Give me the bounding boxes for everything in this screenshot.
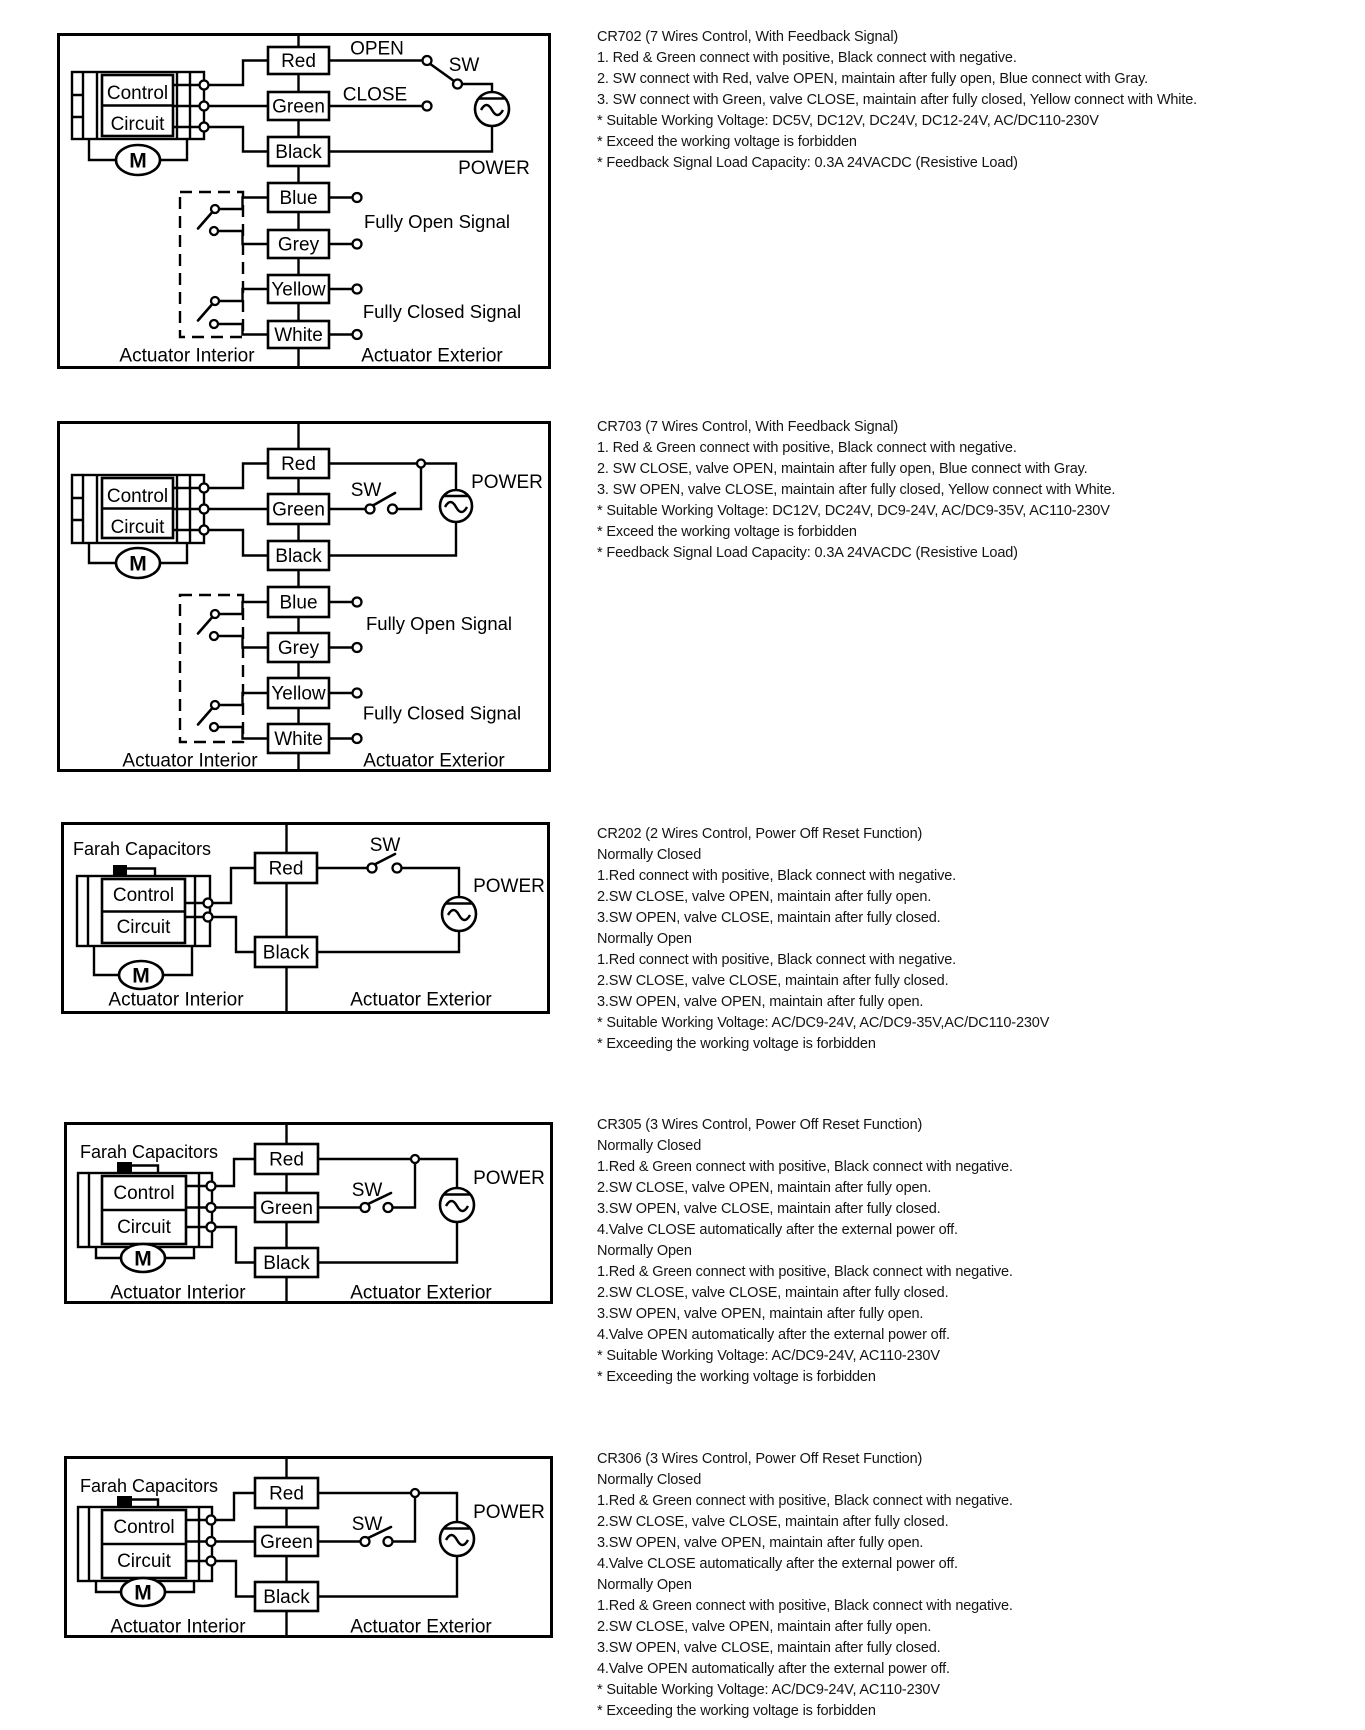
spec-line: Normally Closed (597, 1138, 702, 1154)
control-label: Control (113, 1517, 175, 1538)
control-circuit-block (78, 1173, 216, 1247)
wire-label-red: Red (269, 1149, 304, 1171)
power-source-icon (440, 1188, 474, 1222)
control-circuit-block (72, 72, 209, 139)
power-label: POWER (458, 158, 530, 179)
actuator-interior-label: Actuator Interior (108, 989, 244, 1011)
wire-label-yellow: Yellow (271, 279, 326, 301)
terminal-node (207, 1516, 216, 1525)
wire-label-black: Black (275, 546, 322, 567)
spec-line: 1.Red & Green connect with positive, Black connect with negative. (597, 1264, 1013, 1280)
spec-cr702 (597, 27, 1362, 174)
spec-line: 2.SW CLOSE, valve OPEN, maintain after fully open. (597, 1180, 932, 1196)
fully-open-signal-label: Fully Open Signal (363, 211, 511, 232)
junction-node (411, 1155, 419, 1163)
spec-line: Normally Closed (597, 1472, 702, 1488)
wire-label-white: White (274, 325, 323, 346)
cr703-wiring-diagram (57, 421, 551, 772)
spec-line: 2.SW CLOSE, valve CLOSE, maintain after fully closed. (597, 973, 949, 989)
power-label: POWER (473, 876, 545, 897)
spec-line: 3. SW connect with Green, valve CLOSE, maintain after fully closed, Yellow connect with White. (597, 92, 1198, 108)
fully-closed-signal-label: Fully Closed Signal (362, 702, 522, 724)
spec-line: 4.Valve CLOSE automatically after the external power off. (597, 1556, 958, 1572)
spec-line: 1.Red & Green connect with positive, Black connect with negative. (597, 1159, 1013, 1175)
fully-open-signal-label: Fully Open Signal (365, 613, 513, 634)
junction-node (411, 1489, 419, 1497)
circuit-label: Circuit (116, 917, 171, 938)
spec-line: 4.Valve OPEN automatically after the external power off. (597, 1661, 950, 1677)
spec-line: 3.SW OPEN, valve OPEN, maintain after fully open. (597, 1306, 924, 1322)
spec-line: * Feedback Signal Load Capacity: 0.3A 24VACDC (Resistive Load) (597, 545, 1018, 561)
control-circuit-block (72, 475, 209, 543)
wire-label-boxes (255, 1144, 318, 1277)
spec-line: 4.Valve CLOSE automatically after the external power off. (597, 1222, 958, 1238)
limit-switches (180, 192, 362, 339)
spec-line: * Suitable Working Voltage: AC/DC9-24V, AC110-230V (597, 1682, 940, 1698)
spec-line: * Suitable Working Voltage: AC/DC9-24V, AC/DC9-35V,AC/DC110-230V (597, 1015, 1050, 1031)
spec-line: 3.SW OPEN, valve OPEN, maintain after fully open. (597, 1535, 924, 1551)
control-circuit-block (77, 876, 213, 946)
spec-line: * Feedback Signal Load Capacity: 0.3A 24VACDC (Resistive Load) (597, 155, 1018, 171)
spec-line: Normally Open (597, 931, 692, 947)
farah-capacitors-label: Farah Capacitors (80, 1142, 219, 1162)
wiring-lines (216, 1493, 458, 1597)
signal-terminal-node (353, 285, 362, 294)
limit-switch-icon (198, 213, 212, 229)
manual-switch-icon (368, 854, 402, 873)
signal-terminal-node (353, 193, 362, 202)
spec-line: * Exceed the working voltage is forbidden (597, 134, 857, 150)
sw-label: SW (351, 1180, 383, 1201)
circuit-label: Circuit (110, 517, 165, 538)
cr702-wiring-diagram (57, 33, 551, 369)
terminal-node (200, 102, 209, 111)
actuator-interior-label: Actuator Interior (122, 750, 258, 772)
terminal-node (200, 526, 209, 535)
spec-line: Normally Open (597, 1577, 692, 1593)
spec-line: 2.SW CLOSE, valve OPEN, maintain after fully open. (597, 1619, 932, 1635)
actuator-exterior-label: Actuator Exterior (350, 1282, 492, 1304)
spec-line: 3.SW OPEN, valve CLOSE, maintain after fully closed. (597, 1201, 941, 1217)
motor-label: M (129, 149, 147, 173)
motor-icon (89, 139, 187, 175)
actuator-interior-label: Actuator Interior (119, 345, 255, 367)
wire-label-black: Black (275, 142, 322, 163)
spec-line: 4.Valve OPEN automatically after the external power off. (597, 1327, 950, 1343)
wire-label-yellow: Yellow (271, 683, 326, 705)
motor-icon (89, 543, 187, 578)
circuit-label: Circuit (117, 1551, 171, 1572)
terminal-node (204, 899, 213, 908)
wiring-lines (213, 868, 460, 952)
spec-line: 2.SW CLOSE, valve CLOSE, maintain after fully closed. (597, 1285, 949, 1301)
signal-terminal-node (353, 643, 362, 652)
signal-terminal-node (353, 598, 362, 607)
wire-label-black: Black (262, 942, 310, 964)
wire-label-red: Red (281, 51, 316, 72)
spec-cr202 (597, 824, 1362, 1055)
terminal-node (200, 81, 209, 90)
close-label: CLOSE (342, 84, 408, 106)
motor-icon (94, 946, 192, 989)
actuator-interior-label: Actuator Interior (110, 1616, 246, 1638)
spec-line: 2.SW CLOSE, valve OPEN, maintain after fully open. (597, 889, 932, 905)
signal-terminal-node (353, 240, 362, 249)
power-source-icon (442, 897, 476, 931)
terminal-node (204, 913, 213, 922)
spec-line: 2. SW CLOSE, valve OPEN, maintain after fully open, Blue connect with Gray. (597, 461, 1088, 477)
wire-label-blue: Blue (279, 592, 318, 614)
motor-label: M (132, 964, 150, 988)
spec-line: 3.SW OPEN, valve OPEN, maintain after fully open. (597, 994, 924, 1010)
terminal-node (207, 1182, 216, 1191)
spec-line: * Exceeding the working voltage is forbidden (597, 1369, 876, 1385)
farah-capacitors-label: Farah Capacitors (80, 1476, 219, 1496)
spec-cr703 (597, 417, 1362, 564)
spec-line: 1. Red & Green connect with positive, Black connect with negative. (597, 50, 1017, 66)
terminal-node (207, 1223, 216, 1232)
spec-line: 2. SW connect with Red, valve OPEN, maintain after fully open, Blue connect with Gray. (597, 71, 1148, 87)
motor-label: M (134, 1581, 152, 1605)
actuator-exterior-label: Actuator Exterior (361, 345, 503, 367)
fully-closed-signal-label: Fully Closed Signal (362, 301, 522, 322)
spec-title: CR306 (3 Wires Control, Power Off Reset Function) (597, 1451, 923, 1467)
wire-label-black: Black (263, 1253, 310, 1274)
wire-label-boxes (255, 1478, 318, 1611)
wire-label-boxes (268, 449, 329, 753)
motor-label: M (129, 552, 147, 576)
spec-line: 1.Red connect with positive, Black connect with negative. (597, 952, 956, 968)
cr305-wiring-diagram (64, 1122, 553, 1304)
limit-switch-icon (198, 618, 212, 634)
sw-label: SW (351, 1514, 383, 1535)
power-label: POWER (473, 1502, 545, 1523)
terminal-node (207, 1203, 216, 1212)
control-label: Control (106, 83, 169, 104)
spec-line: 3. SW OPEN, valve CLOSE, maintain after fully closed, Yellow connect with White. (597, 482, 1116, 498)
spec-line: 1. Red & Green connect with positive, Black connect with negative. (597, 440, 1017, 456)
wire-label-blue: Blue (279, 188, 318, 209)
spec-line: 1.Red connect with positive, Black connect with negative. (597, 868, 956, 884)
power-source-icon (475, 92, 509, 126)
terminal-node (207, 1557, 216, 1566)
spec-line: 2.SW CLOSE, valve CLOSE, maintain after fully closed. (597, 1514, 949, 1530)
sw-label: SW (350, 480, 382, 501)
motor-label: M (134, 1247, 152, 1271)
cr306-wiring-diagram (64, 1456, 553, 1638)
spec-cr305 (597, 1115, 1362, 1388)
diagram-labels (122, 472, 542, 772)
spec-line: * Exceeding the working voltage is forbidden (597, 1036, 876, 1052)
signal-terminal-node (353, 330, 362, 339)
wire-label-boxes (268, 47, 329, 348)
sw-label: SW (448, 55, 480, 76)
spec-line: * Suitable Working Voltage: AC/DC9-24V, AC110-230V (597, 1348, 940, 1364)
power-label: POWER (473, 1168, 545, 1189)
spec-line: Normally Closed (597, 847, 702, 863)
circuit-label: Circuit (117, 1217, 171, 1238)
spec-title: CR305 (3 Wires Control, Power Off Reset Function) (597, 1117, 923, 1133)
spec-title: CR702 (7 Wires Control, With Feedback Signal) (597, 29, 899, 45)
actuator-interior-label: Actuator Interior (110, 1282, 246, 1304)
power-label: POWER (471, 472, 543, 493)
open-label: OPEN (350, 38, 404, 60)
wire-label-white: White (274, 729, 323, 750)
spec-line: Normally Open (597, 1243, 692, 1259)
circuit-label: Circuit (110, 114, 165, 135)
wire-label-green: Green (260, 1198, 313, 1219)
actuator-exterior-label: Actuator Exterior (350, 989, 492, 1011)
wire-label-green: Green (272, 499, 325, 521)
spec-line: * Suitable Working Voltage: DC5V, DC12V, DC24V, DC12-24V, AC/DC110-230V (597, 113, 1099, 129)
wire-label-green: Green (260, 1532, 313, 1553)
signal-terminal-node (353, 734, 362, 743)
junction-node (417, 460, 425, 468)
wire-label-grey: Grey (277, 638, 320, 659)
control-circuit-block (78, 1507, 216, 1581)
actuator-exterior-label: Actuator Exterior (350, 1616, 492, 1638)
spec-title: CR202 (2 Wires Control, Power Off Reset Function) (597, 826, 923, 842)
close-terminal-node (423, 102, 432, 111)
control-label: Control (112, 885, 175, 906)
limit-switch-icon (198, 305, 212, 321)
spec-line: 1.Red & Green connect with positive, Black connect with negative. (597, 1493, 1013, 1509)
power-source-icon (440, 1522, 474, 1556)
wire-label-grey: Grey (277, 234, 320, 256)
spec-line: 3.SW OPEN, valve CLOSE, maintain after fully closed. (597, 910, 941, 926)
sw-label: SW (369, 835, 401, 856)
control-label: Control (113, 1183, 175, 1204)
capacitor-icon (117, 1162, 158, 1173)
terminal-node (200, 484, 209, 493)
terminal-node (200, 123, 209, 132)
spec-line: * Exceeding the working voltage is forbidden (597, 1703, 876, 1719)
control-label: Control (106, 486, 169, 507)
limit-switch-icon (198, 709, 212, 725)
wire-label-red: Red (268, 858, 304, 880)
cr202-wiring-diagram (61, 822, 550, 1014)
terminal-node (200, 505, 209, 514)
spec-line: 1.Red & Green connect with positive, Black connect with negative. (597, 1598, 1013, 1614)
terminal-node (207, 1537, 216, 1546)
actuator-exterior-label: Actuator Exterior (363, 750, 505, 772)
wiring-lines (216, 1159, 458, 1263)
wire-label-red: Red (269, 1483, 304, 1505)
signal-terminal-node (353, 689, 362, 698)
spec-title: CR703 (7 Wires Control, With Feedback Signal) (597, 419, 899, 435)
farah-capacitors-label: Farah Capacitors (73, 839, 212, 859)
capacitor-icon (117, 1496, 158, 1507)
wire-label-black: Black (263, 1587, 310, 1608)
spec-line: * Suitable Working Voltage: DC12V, DC24V, DC9-24V, AC/DC9-35V, AC110-230V (597, 503, 1110, 519)
power-source-icon (440, 490, 472, 522)
spec-cr306 (597, 1449, 1362, 1722)
spec-line: * Exceed the working voltage is forbidden (597, 524, 857, 540)
wire-label-red: Red (281, 454, 316, 475)
wire-label-green: Green (272, 96, 325, 118)
spec-line: 3.SW OPEN, valve CLOSE, maintain after fully closed. (597, 1640, 941, 1656)
